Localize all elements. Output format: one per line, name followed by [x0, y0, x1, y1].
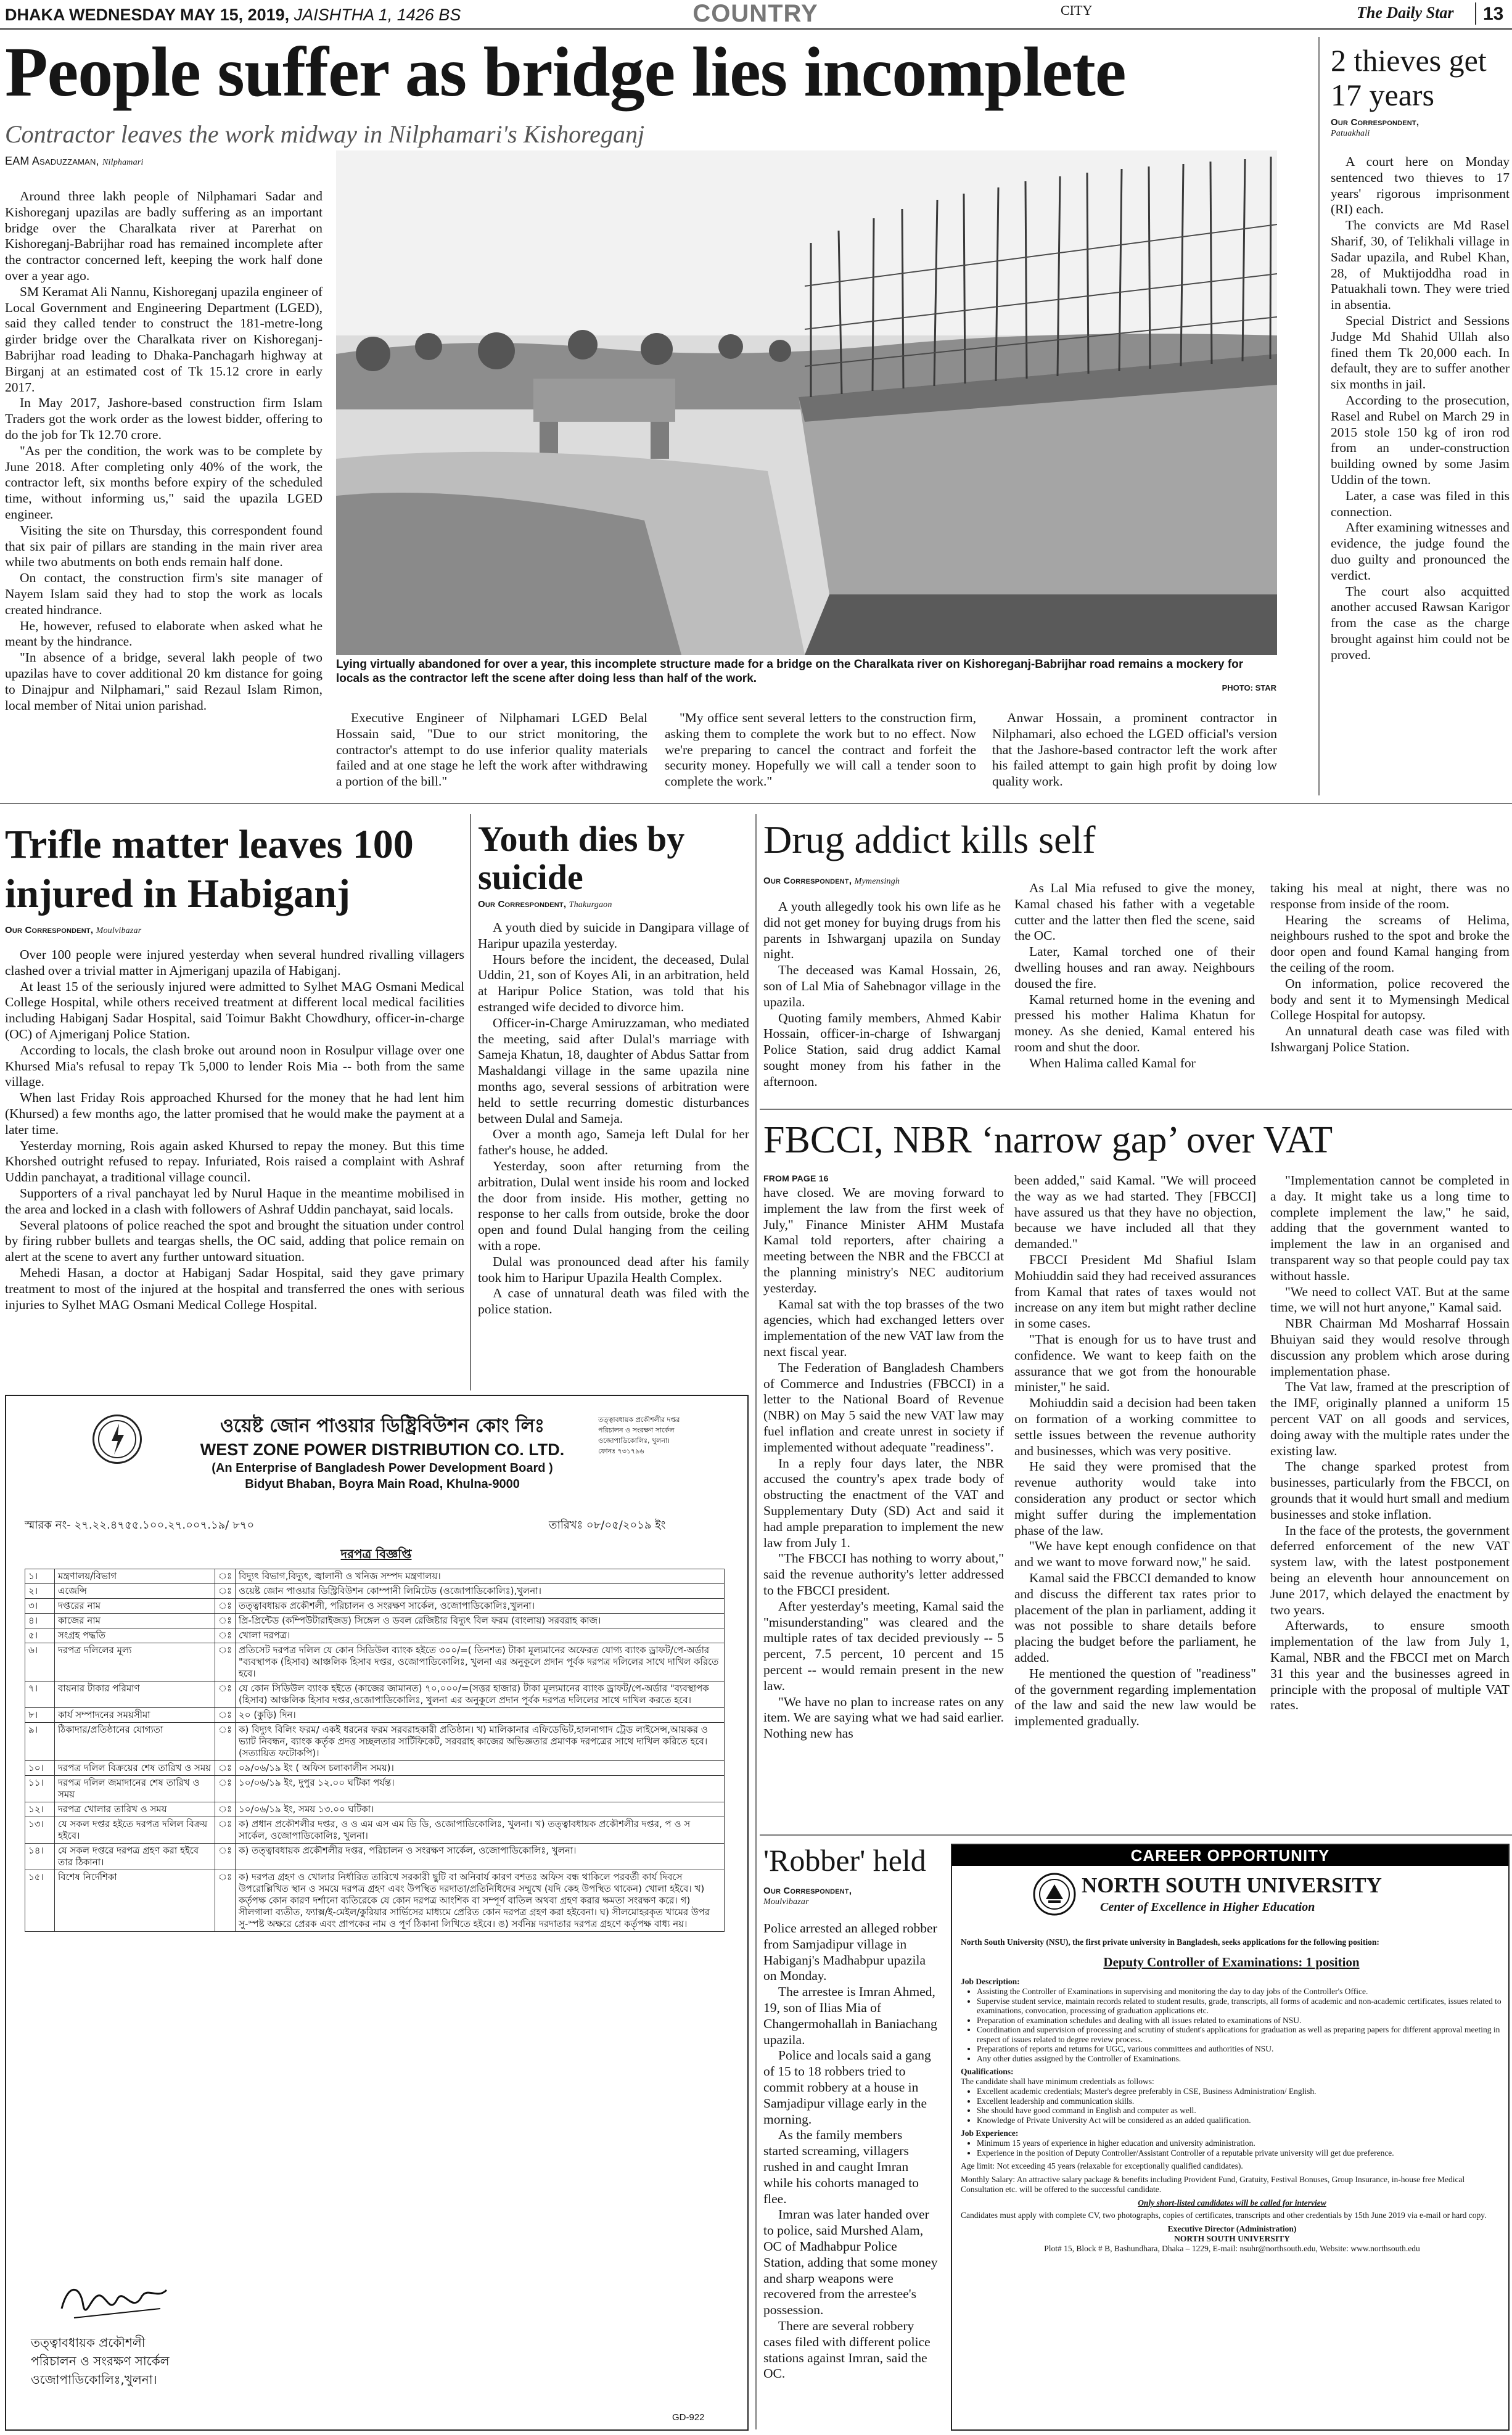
- tender-row-sep: ঃ: [215, 1584, 236, 1599]
- tender-row-sep: ঃ: [215, 1844, 236, 1870]
- tender-row-key: এজেন্সি: [55, 1584, 215, 1599]
- wzpdc-sign-lines: তত্ত্বাবধায়ক প্রকৌশলী পরিচালন ও সংরক্ষণ সার্কেল ওজোপাডিকোলিঃ,খুলনা।: [31, 2335, 170, 2387]
- trifle-byline: Our Correspondent, Moulvibazar: [5, 925, 142, 935]
- lead-col1: Around three lakh people of Nilphamari Sadar and Kishoreganj upazilas are badly suffering as an important bridge over the Charalkata river at Parerhat on Kishoreganj-Babrijhar road has remained incomplete after the contractor concerned left, keeping the work half done over a year ago. SM Keramat Ali Nannu, Kishoreganj upazila engineer of Local Government and Engineering Department (LGED), said they called tender to construct the 181-metre-long girder bridge over the Charalkata river on Kishoreganj-Babrijhar road leading to Dhaka-Panchagarh highway at Birganj at an estimated cost of Tk 15.12 crore in early 2017. In May 2017, Jashore-based construction firm Islam Traders got the work order as the lowest bidder, offering to do the job for Tk 12.70 crore. "As per the condition, the work was to be complete by June 2018. After completing only 40% of the work, the contractor left, six months before expiry of the scheduled time, without informing us," said the upazila LGED engineer. Visiting the site on Thursday, this correspondent found that six pair of pillars are standing in the main river area while two abutments on both ends remain half done. On contact, the construction firm's site manager of Nayem Islam said they had to stop the work as locals created hindrance. He, however, refused to elaborate when asked what he meant by the hindrance. "In absence of a bridge, several lakh people of two upazilas have to cover additional 20 km distance for going to Dinajpur and Nilphamari," said Rezaul Islam Rimon, local member of Nitai union parishad.: [5, 189, 323, 713]
- tender-row-sep: ঃ: [215, 1682, 236, 1708]
- masthead-date: DHAKA WEDNESDAY MAY 15, 2019,: [5, 6, 290, 24]
- tender-row-sep: ঃ: [215, 1817, 236, 1844]
- fbcci-col3: "Implementation cannot be completed in a day. It might take us a long time to complete implement the law," he said, adding that the government wanted to implement the law in an organised and transparent way so that people could pay tax without hassle. "We need to collect VAT. But at the same time, we will not hurt anyone," Kamal said. NBR Chairman Md Mosharraf Hossain Bhuiyan said they would resolve through discussion any problem which arose during implementation phase. The Vat law, framed at the prescription of the IMF, originally planned a uniform 15 percent VAT on all goods and services, doing away with the multiple rates under the existing law. The change sparked protest from businesses, particularly from the FBCCI, on grounds that it would hurt small and medium businesses and stoke inflation. In the face of the protests, the government deferred enforcement of the new VAT system law, with the latest postponement being an eleventh hour announcement on June 2017, which delayed the enactment by two years. Afterwards, to ensure smooth implementation of the law from July 1, Kamal, NBR and the FBCCI met on March 31 this year and the businesses agreed in principle with the proposal of multiple VAT rates.: [1270, 1173, 1510, 1713]
- tender-row-num: ১১।: [25, 1776, 55, 1802]
- paper-name: The Daily Star: [1357, 4, 1454, 22]
- tender-row-value: যে কোন সিডিউল ব্যাংক হইতে (কাজের জামানত) ৭০,০০০/=(সত্তর হাজার) টাকা মূল্যমানের ব্যাংক ড্রাফট/পে-অর্ডার "ব্যবস্থাপক (হিসাব) আঞ্চলিক হিসাব দপ্তর,ওজোপাডিকোলিঃ, খুলনা এর অনুকূলে প্রদান পূর্বক দরপত্র দলিলের সাথে দাখিল করতে হবে।: [236, 1682, 725, 1708]
- section-name: COUNTRY: [692, 0, 818, 27]
- tender-row-key: দরপত্র দলিলের মূল্য: [55, 1643, 215, 1682]
- fbcci-headline: FBCCI, NBR ‘narrow gap’ over VAT: [763, 1119, 1333, 1161]
- tender-row-num: ১।: [25, 1569, 55, 1584]
- tender-row: [25, 1682, 725, 1708]
- tender-row: [25, 1708, 725, 1723]
- bridge-photo-art: [336, 150, 1277, 655]
- tender-row-num: ১৫।: [25, 1870, 55, 1932]
- wzpdc-table: [25, 1569, 725, 1932]
- tender-row-num: ৯।: [25, 1723, 55, 1761]
- drug-col2: As Lal Mia refused to give the money, Kamal chased his father with a vegetable cutter and the latter then fled the scene, said the OC. Later, Kamal torched one of their dwelling houses and ran away. Neighbours doused the fire. Kamal returned home in the evening and pressed his mother Halima Khatun for money. As she denied, Kamal entered his room and shut the door. When Halima called Kamal for: [1014, 881, 1255, 1070]
- tender-row-value: ১০/০৬/১৯ ইং, সময় ১৩.০০ ঘটিকা।: [236, 1802, 725, 1817]
- tender-row-value: প্রতিসেট দরপত্র দলিল যে কোন সিডিউল ব্যাংক হইতে ৩০০/=( তিনশত) টাকা মূল্যমানের অফেরত যোগ্য ব্যাংক ড্রাফট/পে-অর্ডার "ব্যবস্থাপক (হিসাব) আঞ্চলিক হিসাব দপ্তর, ওজোপাডিকোলিঃ, খুলনা এর অনুকূলে প্রদান পূর্বক দরপত্র দলিলের সাথে দাখিল করিতে হবে।: [236, 1643, 725, 1682]
- tender-row: [25, 1628, 725, 1643]
- tender-row: [25, 1776, 725, 1802]
- tender-row-sep: ঃ: [215, 1599, 236, 1614]
- tender-row: [25, 1643, 725, 1682]
- drug-col3: taking his meal at night, there was no response from inside of the room. Hearing the screams of Helima, neighbours rushed to the spot and broke the door open and found Kamal hanging from the ceiling of the room. On information, police recovered the body and sent it to Mymensingh Medical College Hospital for autopsy. An unnatural death case was filed with Ishwarganj Police Station.: [1270, 881, 1510, 1054]
- tender-row-value: বিদ্যুৎ বিভাগ,বিদ্যুৎ, জ্বালানী ও খনিজ সম্পদ মন্ত্রণালয়।: [236, 1569, 725, 1584]
- fbcci-from: FROM PAGE 16: [763, 1173, 829, 1183]
- tender-row-sep: ঃ: [215, 1870, 236, 1932]
- tender-row-value: ১০/০৬/১৯ ইং, দুপুর ১২.০০ ঘটিকা পর্যন্ত।: [236, 1776, 725, 1802]
- wzpdc-logo-icon: [94, 1416, 140, 1462]
- robber-body: Police arrested an alleged robber from Samjadipur village in Habiganj's Madhabpur upazila on Monday. The arrestee is Imran Ahmed, 19, son of Ilias Mia of Changermohallah in Baniachang upazila. Police and locals said a gang of 15 to 18 robbers tried to commit robbery at a house in Samjadipur village early in the morning. As the family members started screaming, villagers rushed in and caught Imran while his cohorts managed to flee. Imran was later handed over to police, said Murshed Alam, OC of Madhabpur Police Station, adding that some money and sharp weapons were recovered from the arrestee's possession. There are several robbery cases filed with different police stations against Imran, said the OC.: [763, 1921, 938, 2381]
- tender-row-key: দরপত্র খোলার তারিখ ও সময়: [55, 1802, 215, 1817]
- youth-body: A youth died by suicide in Dangipara village of Haripur upazila yesterday. Hours before the incident, the deceased, Dulal Uddin, 21, son of Koyes Ali, in an arbitration, held at Haripur Police Station, was told that his estranged wife decided to divorce him. Officer-in-Charge Amiruzzaman, who mediated the meeting, said after Dulal's marriage with Sameja Khatun, 18, daughter of Abdus Sattar from Mashaldangi village in the same upazila nine months ago, several sessions of arbitration were held to settle recurring domestic disturbances between Dulal and Sameja. Over a month ago, Sameja left Dulal for her father's house, he added. Yesterday, soon after returning from the arbitration, Dulal went inside his room and locked the door from inside. His mother, getting no response to her calls from outside, broke the door open and found Dulal hanging from the ceiling with a rope. Dulal was pronounced dead after his family took him to Haripur Upazila Health Complex. A case of unnatural death was filed with the police station.: [478, 920, 749, 1317]
- thieves-body: A court here on Monday sentenced two thieves to 17 years' rigorous imprisonment (RI) each. The convicts are Md Rasel Sharif, 30, of Telikhali village in Sadar upazila, and Rubel Khan, 28, of Muktijoddha road in Patuakhali town. They were tried in absentia. Special District and Sessions Judge Md Shahid Ullah also fined them Tk 20,000 each. In default, they are to suffer another six months in jail. According to the prosecution, Rasel and Rubel on March 29 in 2015 stole 150 kg of iron rod from an under-construction building owned by some Jasim Uddin of the town. Later, a case was filed in this connection. After examining witnesses and evidence, the judge found the duo guilty and pronounced the verdict. The court also acquitted another accused Rawsan Karigor from the case as the charge brought against him could not be proved.: [1331, 154, 1510, 662]
- nsu-banner: CAREER OPPORTUNITY: [952, 1845, 1508, 1866]
- tender-row-value: ২০ (কুড়ি) দিন।: [236, 1708, 725, 1723]
- tender-row-sep: ঃ: [215, 1776, 236, 1802]
- wzpdc-name-en: WEST ZONE POWER DISTRIBUTION CO. LTD.: [200, 1440, 565, 1459]
- wzpdc-signature: [55, 2272, 173, 2327]
- wzpdc-notice-title: দরপত্র বিজ্ঞপ্তি: [340, 1546, 412, 1561]
- masthead-date-bs: JAISHTHA 1, 1426 BS: [294, 6, 461, 24]
- drug-col1: A youth allegedly took his own life as he did not get money for buying drugs from his parents in Ishwarganj upazila on Sunday night. The deceased was Kamal Hossain, 26, son of Lal Mia of Sahebnagor village in the upazila. Quoting family members, Ahmed Kabir Hossain, officer-in-charge of Ishwarganj Police Station, said drug addict Kamal sought money from his father in the afternoon.: [763, 899, 1001, 1089]
- wzpdc-table-wrap: [25, 1569, 725, 1932]
- tender-row-sep: ঃ: [215, 1723, 236, 1761]
- lead-byline: EAM Asaduzzaman, Nilphamari: [5, 155, 144, 167]
- signature-icon: [55, 2272, 173, 2327]
- lead-col3: "My office sent several letters to the construction firm, asking them to complete the work but to no effect. Now we're preparing to cancel the contract and forfeit the security money. Hopefully we will call a tender soon to complete the work.": [665, 710, 976, 789]
- wzpdc-address: Bidyut Bhaban, Boyra Main Road, Khulna-9000: [245, 1477, 520, 1491]
- wzpdc-sub: (An Enterprise of Bangladesh Power Development Board ): [212, 1461, 553, 1475]
- wzpdc-memo: স্মারক নং- ২৭.২২.৪৭৫৫.১০০.২৭.০০৭.১৯/ ৮৭০: [25, 1519, 255, 1532]
- photo-caption: Lying virtually abandoned for over a year, this incomplete structure made for a bridge on the Charalkata river on Kishoreganj-Babrijhar road remains a mockery for locals as the contractor left the scene after doing less than half of the work.: [336, 658, 1244, 685]
- wzpdc-gd: GD-922: [672, 2412, 705, 2423]
- trifle-headline: Trifle matter leaves 100 injured in Habiganj: [5, 822, 414, 916]
- tender-row-key: ঠিকাদার/প্রতিষ্ঠানের যোগ্যতা: [55, 1723, 215, 1761]
- tender-row: [25, 1569, 725, 1584]
- tender-row-num: ১৪।: [25, 1844, 55, 1870]
- city-label: CITY: [1061, 2, 1093, 18]
- tender-row: [25, 1584, 725, 1599]
- tender-row-key: দরপত্র দলিল বিক্রয়ের শেষ তারিখ ও সময়: [55, 1761, 215, 1776]
- tender-row-sep: ঃ: [215, 1643, 236, 1682]
- tender-row-key: বায়নার টাকার পরিমাণ: [55, 1682, 215, 1708]
- tender-row-num: ৩।: [25, 1599, 55, 1614]
- tender-row-key: কাজের নাম: [55, 1614, 215, 1628]
- tender-row-num: ১২।: [25, 1802, 55, 1817]
- tender-row-num: ৫।: [25, 1628, 55, 1643]
- wzpdc-logo: [92, 1415, 142, 1464]
- youth-headline: Youth dies by suicide: [478, 819, 685, 897]
- nsu-career-ad: [951, 1844, 1510, 2431]
- tender-row-value: প্রি-প্রিন্টেড (কম্পিউটারাইজড) সিঙ্গেল ও ডবল রেজিষ্টার বিদ্যুৎ বিল ফরম (বাংলায়) সরবরাহ কাজ।: [236, 1614, 725, 1628]
- page-number: 13: [1483, 4, 1504, 24]
- lead-deck: Contractor leaves the work midway in Nilphamari's Kishoreganj: [5, 120, 645, 148]
- lead-col4: Anwar Hossain, a prominent contractor in Nilphamari, also echoed the LGED official's version that the Jashore-based contractor left the work after his failed attempt to gain high profit by doing low quality work.: [992, 710, 1277, 789]
- tender-row-key: দরপত্র দলিল জমাদানের শেষ তারিখ ও সময়: [55, 1776, 215, 1802]
- trifle-body: Over 100 people were injured yesterday when several hundred rivalling villagers clashed over a trivial matter in Ajmeriganj upazila of Habiganj. At least 15 of the seriously injured were admitted to Sylhet MAG Osmani Medical College Hospital, while others received treatment at different local medical facilities including Habiganj Sadar Hospital, said Toimur Bakht Chowdhury, officer-in-charge (OC) of Ajmeriganj Police Station. According to locals, the clash broke out around noon in Rosulpur village over one Khursed Mia's refusal to repay Tk 5,000 to lender Rois Mia -- both from the same village. When last Friday Rois approached Khursed for the money that he had lent him (Khursed) a few months ago, the latter promised that he would make the payment at a later time. Yesterday morning, Rois again asked Khursed to repay the money. But this time Khorshed outright refused to repay. Infuriated, Rois raised a complaint with Ashraf Uddin panchayat, a traditional village council. Supporters of a rival panchayat led by Nurul Haque in the meantime mobilised in the area and locked in a clash with followers of Ashraf Uddin panchayat, said locals. Several platoons of police reached the spot and brought the situation under control by firing rubber bullets and teargas shells, the OC said, adding that police remain on alert at the scene to avert any further untoward situation. Mehedi Hasan, a doctor at Habiganj Sadar Hospital, said they gave primary treatment to most of the injured at the hospital and transferred the ones with serious injuries to Sylhet MAG Osmani Medical College Hospital.: [5, 947, 464, 1312]
- nsu-name: NORTH SOUTH UNIVERSITY: [1082, 1873, 1382, 1897]
- tender-row-value: খোলা দরপত্র।: [236, 1628, 725, 1643]
- tender-row: [25, 1761, 725, 1776]
- tender-row-num: ২।: [25, 1584, 55, 1599]
- tender-row-key: যে সকল দপ্তর হইতে দরপত্র দলিল বিক্রয় হইবে।: [55, 1817, 215, 1844]
- tender-row-num: ৪।: [25, 1614, 55, 1628]
- nsu-tagline: Center of Excellence in Higher Education: [1100, 1900, 1315, 1914]
- tender-row-value: তত্ত্বাবধায়ক প্রকৌশলী, পরিচালন ও সংরক্ষণ সার্কেল, ওজোপাডিকোলিঃ,খুলনা।: [236, 1599, 725, 1614]
- tender-row-num: ১৩।: [25, 1817, 55, 1844]
- nsu-position: Deputy Controller of Examinations: 1 position: [1103, 1955, 1360, 1969]
- tender-row-key: সংগ্রহ পদ্ধতি: [55, 1628, 215, 1643]
- tender-row-num: ৬।: [25, 1643, 55, 1682]
- wzpdc-side-note: তত্ত্বাবধায়ক প্রকৌশলীর দপ্তর পরিচালন ও সংরক্ষণ সার্কেল ওজোপাডিকোলিঃ, খুলনা। ফোনঃ ৭৩১৭৯৬: [598, 1416, 680, 1455]
- youth-byline: Our Correspondent, Thakurgaon: [478, 899, 612, 910]
- nsu-body: Job Description: • Assisting the Controller of Examinations in supervising and monitoring the day to day jobs of the Controller's Office. • Supervise student service, maintain records related to student results, grade, transcripts, all forms of academic and non-academic certificates, issues related to examinations, convocation, processing of graduation applications etc. • Preparation of examination schedules and dealing with all issues related to examinations of NSU. • Coordination and supervision of processing and scrutiny of student's applications for graduation as well as preparing papers for different approval meeting in respect of issues related to degree review process. • Preparations of reports and returns for UGC, various committees and authorities of NSU. • Any other duties assigned by the Controller of Examinations. Qualifications: The candidate shall have minimum credentials as follows: • Excellent academic credentials; Master's degree preferably in CSE, Business Administration/ English. • Excellent leadership and communication skills. • She should have good command in English and computer as well. • Knowledge of Private University Act will be considered as an added qualification. Job Experience: • Minimum 15 years of experience in higher education and university administration. • Experience in the position of Deputy Controller/Assistant Controller of a reputable private university will get due preference. Age limit: Not exceeding 45 years (relaxable for exceptionally qualified candidates). Monthly Salary: An attractive salary package & benefits including Provident Fund, Gratuity, Festival Bonuses, Group Insurance, in-house free Medical Consultation etc. will be offered to the successful candidate. Only short-listed candidates will be called for interview Candidates must apply with complete CV, two photographs, copies of certificates, transcripts and other credentials by 15th June 2019 via e-mail or hard copy. Executive Director (Administration) NORTH SOUTH UNIVERSITY Plot# 15, Block # B, Bashundhara, Dhaka – 1229, E-mail: nsuhr@northsouth.edu, Website: www.northsouth.edu: [961, 1977, 1503, 2254]
- tender-row: [25, 1817, 725, 1844]
- tender-row-value: ক) দরপত্র গ্রহণ ও খোলার নির্ধারিত তারিখে সরকারী ছুটি বা অনিবার্য কারণ বশতঃ অফিস বন্ধ থাকিলে পরবর্তী কার্য দিবসে উপরোল্লিখিত স্থান ও সময়ে দরপত্র গ্রহণ এবং উপস্থিত দরদাতা/প্রতিনিধিদের সম্মুখে (যদি কেহ উপস্থিত থাকেন) খোলা হইবে। খ) কর্তৃপক্ষ কোন কারণ দর্শানো ব্যতিরেকে যে কোন দরপত্র আংশিক বা সম্পূর্ণ বাতিল অথবা গ্রহণ করার ক্ষমতা সংরক্ষণ করে। গ) সীলগালা ব্যতীত, ফ্যাক্স/ই-মেইল/কুরিয়ার সার্ভিসের মাধ্যমে প্রেরিত কোন দরপত্র গ্রহণ করা হইবেনা। ঘ) সীলমোহরকৃত খামের উপর সু-স্পষ্ট অক্ষরে প্রেরক এবং প্রাপকের নাম ও পূর্ণ ঠিকানা লিখিতে হইবে। ঙ) সর্বনিম্ন দরদাতার দরপত্র গ্রহণে কর্তৃপক্ষ বাধ্য নয়।: [236, 1870, 725, 1932]
- drug-byline: Our Correspondent, Mymensingh: [763, 876, 900, 886]
- wzpdc-tender-ad: [5, 1395, 749, 2431]
- tender-row: [25, 1870, 725, 1932]
- fbcci-col2: been added," said Kamal. "We will proceed the way as we had started. They [FBCCI] have assured us that they have no objection, because we have included all that they demanded." FBCCI President Md Shafiul Islam Mohiuddin said they had received assurances from Kamal that rates of taxes would not increase on any item but might rather decline in some cases. "That is enough for us to have trust and confidence. We want to keep faith on the assurance that we got from the honourable minister," he said. Mohiuddin said a decision had been taken on formation of a working committee to settle issues between the revenue authority and businesses, which was very positive. He said they were promised that the revenue authority would take into consideration any product or sector which might suffer during the implementation phase of the law. "We have kept enough confidence on that and we want to move forward now," he said. Kamal said the FBCCI demanded to know and discuss the different tax rates prior to placement of the plan in parliament, adding it was not possible to share details before placing the budget before the parliament, he added. He mentioned the question of "readiness" of the government regarding implementation of the law and said the new law would be implemented gradually.: [1014, 1173, 1256, 1729]
- drug-headline: Drug addict kills self: [763, 818, 1096, 861]
- tender-row-sep: ঃ: [215, 1802, 236, 1817]
- masthead: [0, 0, 1512, 30]
- tender-row-sep: ঃ: [215, 1628, 236, 1643]
- tender-row-num: ৮।: [25, 1708, 55, 1723]
- wzpdc-name-bn: ওয়েষ্ট জোন পাওয়ার ডিষ্ট্রিবিউশন কোং লিঃ: [220, 1415, 545, 1437]
- lead-col2: Executive Engineer of Nilphamari LGED Belal Hossain said, "Due to our strict monitoring, the contractor's attempt to do use inferior quality materials failed and at one stage he left the work after withdrawing a portion of the bill.": [336, 710, 647, 789]
- fbcci-col1: have closed. We are moving forward to implement the law from the first week of July," Finance Minister AHM Mustafa Kamal told reporters, after chairing a meeting between the NBR and the FBCCI at the planning ministry's NEC auditorium yesterday. Kamal sat with the top brasses of the two agencies, which had exchanged letters over implementation of the new VAT law from the next fiscal year. The Federation of Bangladesh Chambers of Commerce and Industries (FBCCI) in a letter to the National Board of Revenue (NBR) on May 5 said the new VAT law may fuel inflation and create unrest in society if implemented without adequate "readiness". In a reply four days later, the NBR accused the country's apex trade body of obstructing the enactment of the VAT and Supplementary Duty (SD) Act and said it had ample preparation to implement the new law from July 1. "The FBCCI has nothing to worry about," said the revenue authority's letter addressed to the FBCCI president. After yesterday's meeting, Kamal said the "misunderstanding" was cleared and the multiple rates of tax decided previously -- 5 percent, 7.5 percent, 10 percent and 15 percent -- would remain present in the new law. "We have no plan to increase rates on any item. We are saying what we had said earlier. Nothing new has: [763, 1185, 1004, 1741]
- tender-row-value: ক) বিদ্যুৎ বিলিং ফরম/ একই ধরনের ফরম সরবরাহকারী প্রতিষ্ঠান। খ) মালিকানার এফিডেভিট,হালনাগাদ ট্রেড লাইসেন্স,আয়কর ও ভ্যাট নিবন্ধন, ব্যাংক কর্তৃক প্রদত্ত সচ্ছলতার সার্টিফিকেট, সরবরাহ কাজের অভিজ্ঞতার প্রমাণক দরপত্রের সাথে দাখিল করিতে হবে। (সত্যায়িত ফটোকপি)।: [236, 1723, 725, 1761]
- tender-row: [25, 1614, 725, 1628]
- tender-row-sep: ঃ: [215, 1614, 236, 1628]
- thieves-headline: 2 thieves get 17 years: [1331, 43, 1487, 112]
- tender-row-key: মন্ত্রণালয়/বিভাগ: [55, 1569, 215, 1584]
- tender-row-key: দপ্তরের নাম: [55, 1599, 215, 1614]
- tender-row-key: বিশেষ নির্দেশিকা: [55, 1870, 215, 1932]
- tender-row: [25, 1599, 725, 1614]
- robber-byline: Our Correspondent, Moulvibazar: [763, 1886, 852, 1907]
- tender-row-value: ক) তত্ত্বাবধায়ক প্রকৌশলীর দপ্তর, পরিচালন ও সংরক্ষণ সার্কেল, ওজোপাডিকোলিঃ, খুলনা।: [236, 1844, 725, 1870]
- bridge-photo: [336, 150, 1277, 655]
- tender-row-key: যে সকল দপ্তরে দরপত্র গ্রহণ করা হইবে তার ঠিকানা।: [55, 1844, 215, 1870]
- thieves-byline: Our Correspondent, Patuakhali: [1331, 117, 1420, 138]
- tender-row-key: কার্য সম্পাদনের সময়সীমা: [55, 1708, 215, 1723]
- nsu-logo: [1032, 1872, 1077, 1916]
- tender-row: [25, 1844, 725, 1870]
- nsu-intro: North South University (NSU), the first private university in Bangladesh, seeks applications for the following position:: [961, 1937, 1379, 1947]
- wzpdc-date: তারিখঃ ০৮/০৫/২০১৯ ইং: [549, 1519, 666, 1532]
- tender-row-sep: ঃ: [215, 1761, 236, 1776]
- robber-headline: 'Robber' held: [763, 1843, 926, 1878]
- tender-row-value: ক) প্রধান প্রকৌশলীর দপ্তর, ও ও এম এস এম ডি ডি, ওজোপাডিকোলিঃ, খুলনা। খ) তত্ত্বাবধায়ক প্রকৌশলীর দপ্তর, প ও স সার্কেল, ওজোপাডিকোলিঃ, খুলনা।: [236, 1817, 725, 1844]
- nsu-crest-icon: [1032, 1872, 1077, 1916]
- tender-row-sep: ঃ: [215, 1708, 236, 1723]
- tender-row: [25, 1723, 725, 1761]
- tender-row-num: ৭।: [25, 1682, 55, 1708]
- tender-row: [25, 1802, 725, 1817]
- tender-row-value: ০৯/০৬/১৯ ইং ( অফিস চলাকালীন সময়)।: [236, 1761, 725, 1776]
- photo-credit: PHOTO: STAR: [1222, 683, 1276, 692]
- tender-row-sep: ঃ: [215, 1569, 236, 1584]
- tender-row-value: ওয়েষ্ট জোন পাওয়ার ডিস্ট্রিবিউশন কোম্পানী লিমিটেড (ওজোপাডিকোলিঃ),খুলনা।: [236, 1584, 725, 1599]
- lead-headline: People suffer as bridge lies incomplete: [5, 33, 1126, 111]
- tender-row-num: ১০।: [25, 1761, 55, 1776]
